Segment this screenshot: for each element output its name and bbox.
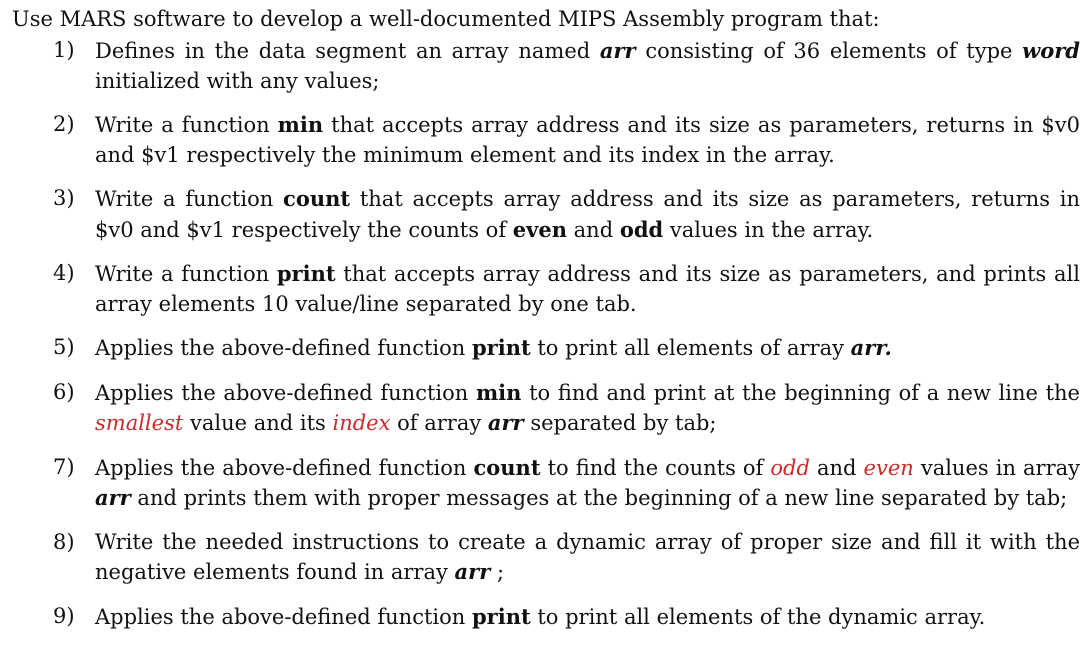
task-text	[95, 605, 985, 629]
task-text-run: Applies the above-defined function	[95, 336, 472, 360]
task-item-1	[12, 36, 1080, 96]
task-text-run: Applies the above-defined function	[95, 380, 476, 405]
task-text	[95, 262, 1080, 316]
emphasis-text: index	[332, 411, 391, 435]
task-text-run: that accepts array address and its size as parameters, and prints all array elements 10 value/line separated by one tab.	[95, 262, 1080, 316]
intro-text: Use MARS software to develop a well-documented MIPS Assembly program that:	[12, 7, 880, 31]
emphasis-text: print	[471, 335, 531, 360]
emphasis-text: min	[277, 112, 324, 137]
task-number: 2)	[53, 112, 75, 136]
task-number: 1)	[53, 38, 75, 62]
task-number: 8)	[53, 529, 75, 554]
task-text	[95, 381, 1080, 436]
task-text	[95, 113, 1080, 167]
task-text-run: initialized with any values;	[95, 68, 380, 93]
task-item-9	[12, 602, 1080, 633]
task-text-run: and	[566, 217, 620, 242]
task-text-run: consisting of 36 elements of type	[635, 39, 1023, 63]
task-item-7	[12, 453, 1080, 514]
task-text-run: Defines in the data segment an array named	[95, 39, 600, 63]
assignment-document	[12, 4, 1080, 646]
task-text-run: to find the counts of	[540, 455, 771, 480]
task-number: 6)	[53, 379, 75, 404]
task-list	[12, 36, 1080, 632]
task-item-3	[12, 184, 1080, 245]
task-number: 4)	[53, 261, 75, 285]
task-item-2	[12, 110, 1080, 170]
task-text-run: value and its	[183, 411, 333, 435]
task-text-run: that accepts array address and its size as parameters, returns in $v0 and $v1 respectively the counts of	[95, 187, 1080, 242]
emphasis-text: smallest	[95, 411, 184, 435]
emphasis-text: odd	[770, 455, 810, 480]
task-number: 5)	[53, 335, 75, 359]
emphasis-text: arr	[487, 410, 524, 435]
task-text-run: values in the array.	[663, 217, 874, 242]
task-text-run: separated by tab;	[523, 411, 717, 435]
task-text-run: of array	[390, 411, 488, 435]
emphasis-text: odd	[619, 216, 664, 242]
task-text-run: Applies the above-defined function	[95, 604, 472, 629]
emphasis-text: word	[1022, 38, 1080, 63]
task-item-8	[12, 528, 1080, 588]
emphasis-text: arr	[599, 38, 636, 63]
task-text-run: Write a function	[95, 262, 277, 286]
task-text-run: Write a function	[95, 187, 284, 211]
task-number: 9)	[53, 603, 75, 628]
emphasis-text: arr	[454, 559, 491, 584]
emphasis-text: even	[863, 455, 914, 480]
task-text	[95, 336, 892, 360]
task-text-run: Applies the above-defined function	[95, 455, 474, 480]
task-text-run: that accepts array address and its size as parameters, returns in $v0 and $v1 respectively the minimum element and its index in the array.	[95, 113, 1080, 167]
task-text	[95, 456, 1080, 511]
task-number: 7)	[53, 454, 75, 479]
task-text-run: to print all elements of the dynamic array.	[530, 604, 986, 629]
task-text-run: ;	[490, 560, 505, 584]
emphasis-text: count	[283, 186, 351, 211]
task-text-run: Write a function	[95, 113, 278, 137]
emphasis-text: arr.	[850, 335, 892, 360]
emphasis-text: min	[475, 379, 522, 405]
task-text	[95, 39, 1080, 93]
task-item-4	[12, 259, 1080, 319]
task-text-run: and	[809, 455, 864, 480]
task-text-run: and prints them with proper messages at the beginning of a new line separated by tab;	[130, 486, 1068, 510]
task-item-6	[12, 378, 1080, 439]
emphasis-text: count	[473, 454, 541, 480]
task-text	[95, 530, 1080, 585]
task-item-5	[12, 333, 1080, 364]
emphasis-text: print	[276, 261, 336, 286]
task-text-run: to print all elements of array	[530, 336, 851, 360]
task-text-run: to find and print at the beginning of a new line the	[521, 380, 1080, 405]
task-text-run: Write the needed instructions to create a dynamic array of proper size and fill it with the negative elements found in array	[95, 529, 1080, 584]
emphasis-text: print	[471, 603, 531, 629]
task-text-run: values in array	[913, 455, 1080, 480]
task-text	[95, 187, 1080, 242]
task-number: 3)	[53, 186, 75, 210]
emphasis-text: even	[512, 216, 567, 242]
emphasis-text: arr	[95, 485, 131, 510]
